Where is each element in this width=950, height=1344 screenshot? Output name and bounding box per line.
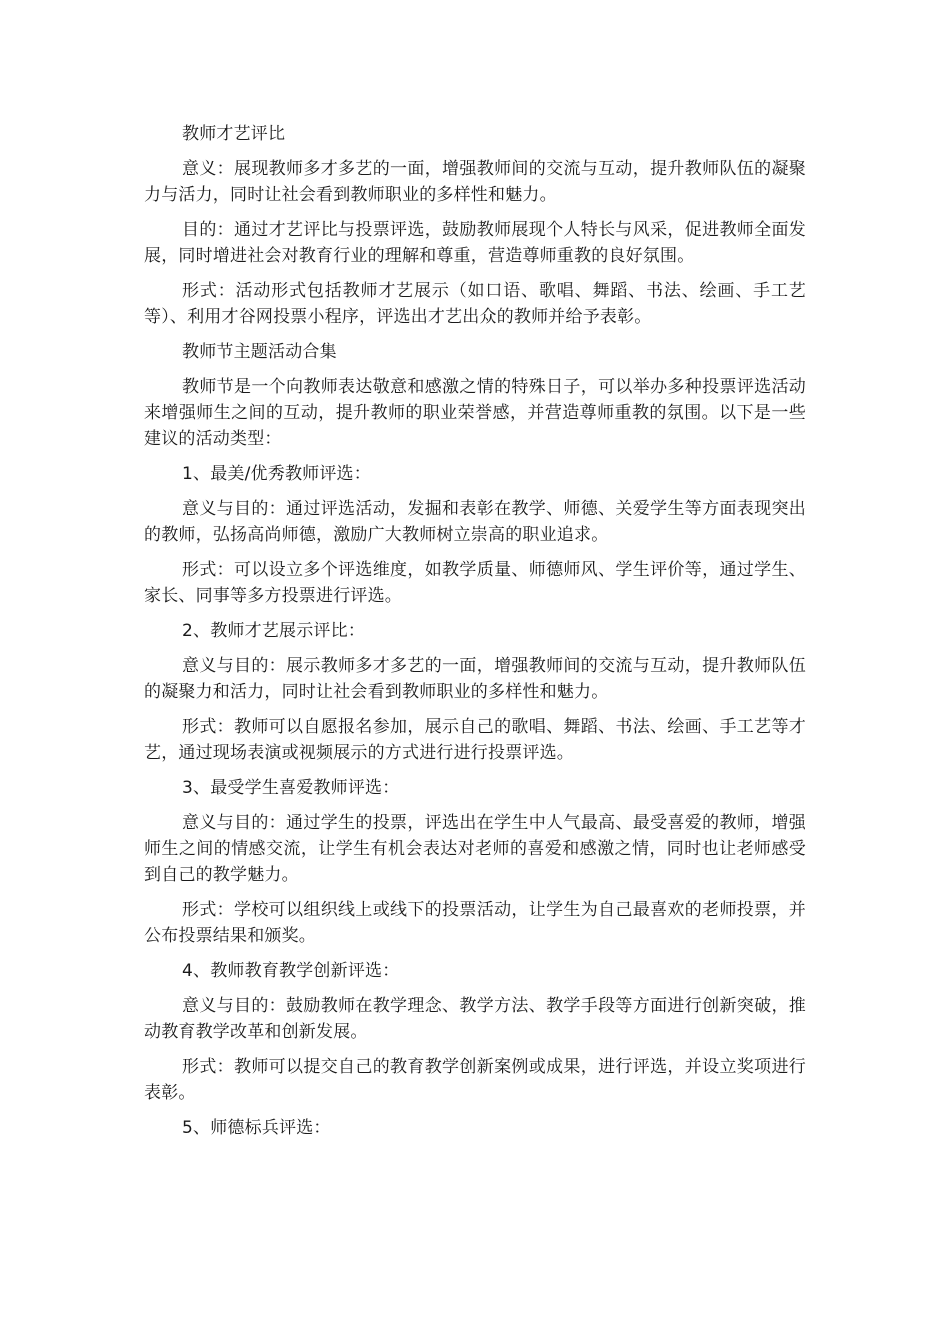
paragraph-3-meaning: 意义与目的：通过学生的投票，评选出在学生中人气最高、最受喜爱的教师，增强师生之间的情感交流，让学生有机会表达对老师的喜爱和感激之情，同时也让老师感受到自己的教学魅力。 xyxy=(144,813,806,885)
paragraph-intro: 教师节是一个向教师表达敬意和感激之情的特殊日子，可以举办多种投票评选活动来增强师生之间的互动，提升教师的职业荣誉感，并营造尊师重教的氛围。以下是一些建议的活动类型： xyxy=(144,377,806,449)
list-heading-5: 5、师德标兵评选： xyxy=(182,1118,331,1138)
list-heading-3: 3、最受学生喜爱教师评选： xyxy=(182,778,400,798)
paragraph-4-meaning: 意义与目的：鼓励教师在教学理念、教学方法、教学手段等方面进行创新突破，推动教育教学改革和创新发展。 xyxy=(144,996,806,1042)
paragraph-format: 形式：活动形式包括教师才艺展示（如口语、歌唱、舞蹈、书法、绘画、手工艺等）、利用才谷网投票小程序，评选出才艺出众的教师并给予表彰。 xyxy=(144,281,806,327)
paragraph-meaning: 意义：展现教师多才多艺的一面，增强教师间的交流与互动，提升教师队伍的凝聚力与活力，同时让社会看到教师职业的多样性和魅力。 xyxy=(144,159,806,205)
paragraph-purpose: 目的：通过才艺评比与投票评选，鼓励教师展现个人特长与风采，促进教师全面发展，同时增进社会对教育行业的理解和尊重，营造尊师重教的良好氛围。 xyxy=(144,220,806,266)
list-heading-2: 2、教师才艺展示评比： xyxy=(182,621,366,641)
section-heading-activity-collection: 教师节主题活动合集 xyxy=(182,342,337,362)
paragraph-2-format: 形式：教师可以自愿报名参加，展示自己的歌唱、舞蹈、书法、绘画、手工艺等才艺，通过现场表演或视频展示的方式进行进行投票评选。 xyxy=(144,717,806,763)
paragraph-1-meaning: 意义与目的：通过评选活动，发掘和表彰在教学、师德、关爱学生等方面表现突出的教师，弘扬高尚师德，激励广大教师树立崇高的职业追求。 xyxy=(144,499,806,545)
document-body xyxy=(144,121,806,1150)
paragraph-1-format: 形式：可以设立多个评选维度，如教学质量、师德师风、学生评价等，通过学生、家长、同事等多方投票进行评选。 xyxy=(144,560,806,606)
paragraph-3-format: 形式：学校可以组织线上或线下的投票活动，让学生为自己最喜欢的老师投票，并公布投票结果和颁奖。 xyxy=(144,900,806,946)
paragraph-2-meaning: 意义与目的：展示教师多才多艺的一面，增强教师间的交流与互动，提升教师队伍的凝聚力和活力，同时让社会看到教师职业的多样性和魅力。 xyxy=(144,656,806,702)
section-heading-talent-contest: 教师才艺评比 xyxy=(182,124,286,144)
list-heading-1: 1、最美/优秀教师评选： xyxy=(182,464,371,484)
list-heading-4: 4、教师教育教学创新评选： xyxy=(182,961,400,981)
paragraph-4-format: 形式：教师可以提交自己的教育教学创新案例或成果，进行评选，并设立奖项进行表彰。 xyxy=(144,1057,806,1103)
